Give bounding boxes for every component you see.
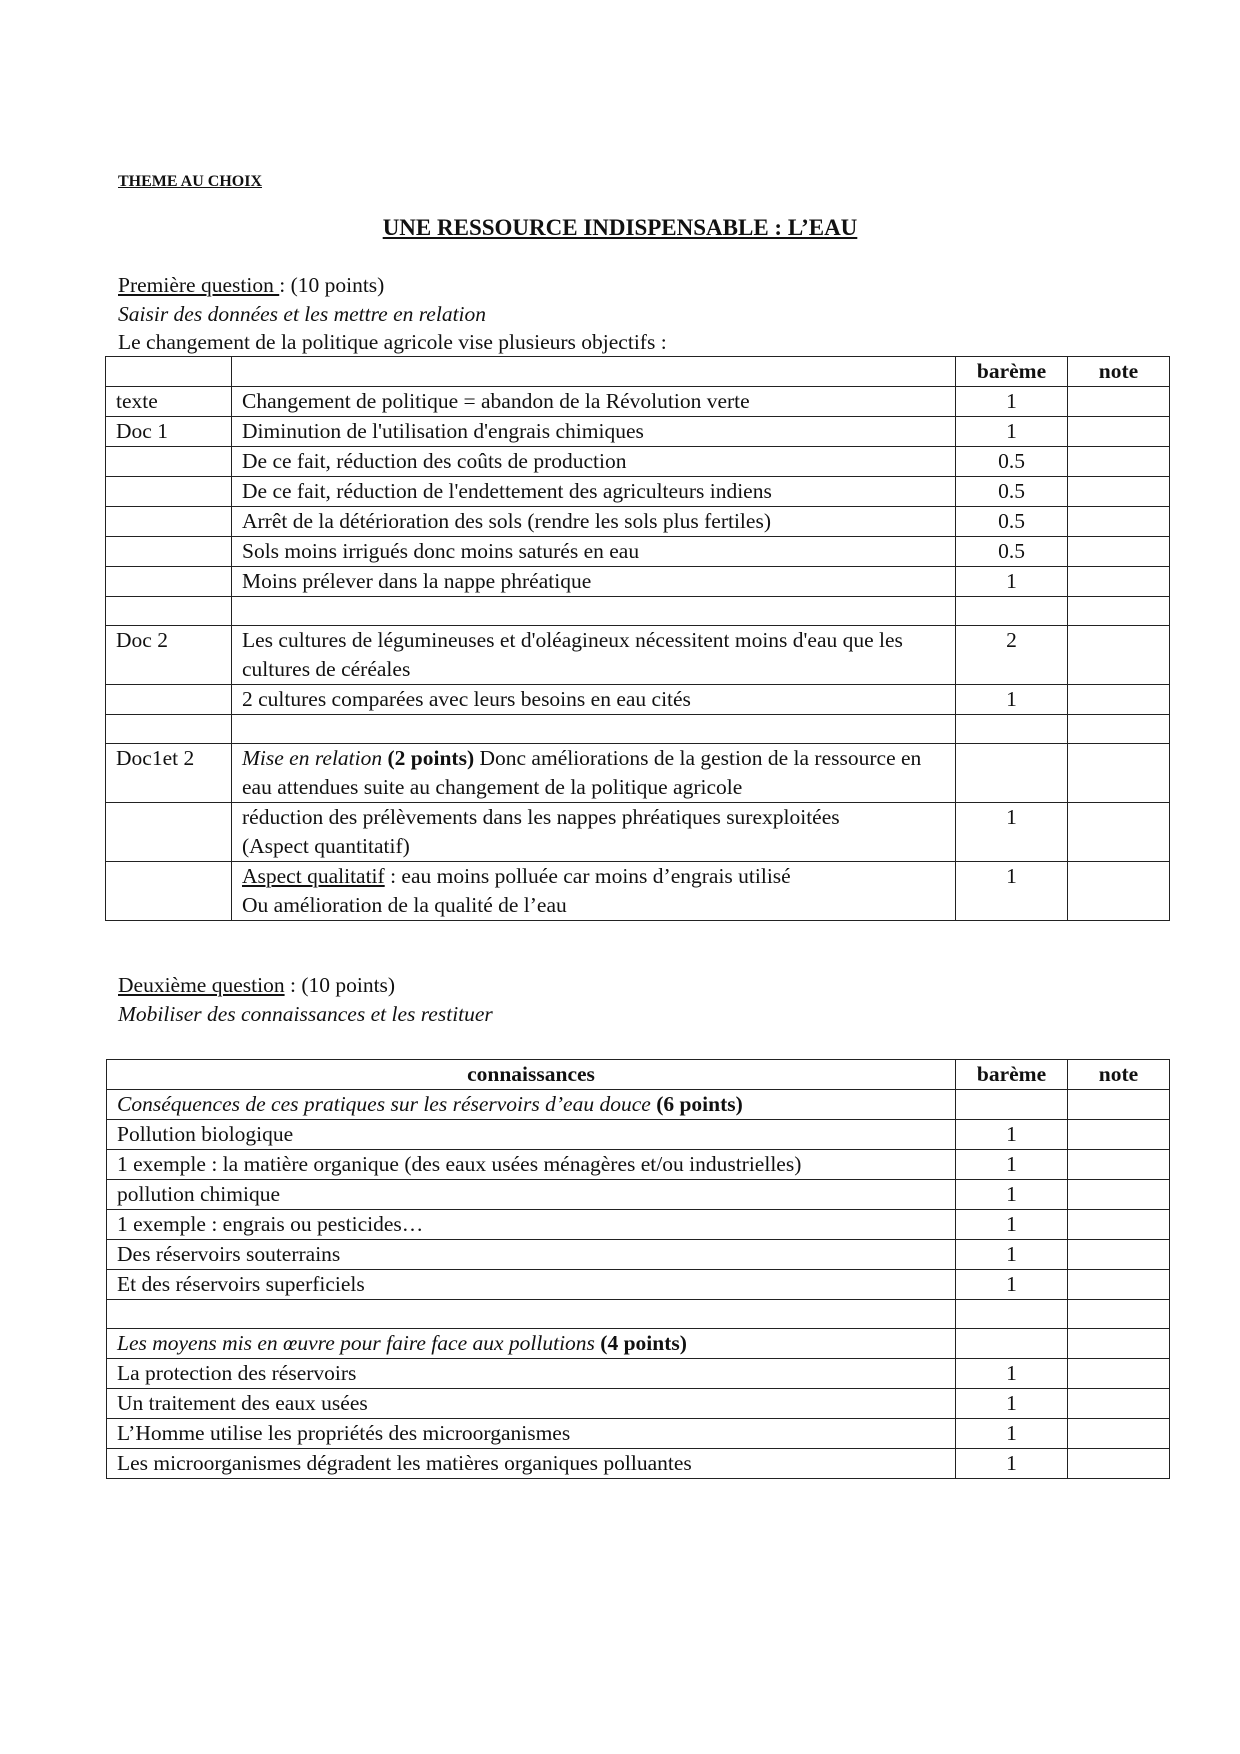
row-bareme: 1 bbox=[956, 1180, 1068, 1210]
table-row bbox=[106, 685, 1170, 715]
row-text: Les cultures de légumineuses et d'oléagineux nécessitent moins d'eau que les cultures de céréales bbox=[232, 626, 956, 685]
table-header-row bbox=[107, 1060, 1170, 1090]
table-row bbox=[107, 1180, 1170, 1210]
row-note bbox=[1068, 1120, 1170, 1150]
row-note bbox=[1068, 1359, 1170, 1389]
row-bareme: 1 bbox=[956, 862, 1068, 921]
row-note bbox=[1068, 862, 1170, 921]
row-bareme: 1 bbox=[956, 1359, 1068, 1389]
row-note bbox=[1068, 744, 1170, 803]
row-text-underlined: Aspect qualitatif bbox=[242, 864, 385, 888]
header-note: note bbox=[1068, 357, 1170, 387]
row-text: Changement de politique = abandon de la Révolution verte bbox=[232, 387, 956, 417]
table-row bbox=[107, 1150, 1170, 1180]
row-text: Pollution biologique bbox=[107, 1120, 956, 1150]
row-bareme: 1 bbox=[956, 685, 1068, 715]
row-text: Et des réservoirs superficiels bbox=[107, 1270, 956, 1300]
row-text: Arrêt de la détérioration des sols (rendre les sols plus fertiles) bbox=[232, 507, 956, 537]
table-row bbox=[106, 477, 1170, 507]
row-bareme: 1 bbox=[956, 1389, 1068, 1419]
row-bareme: 1 bbox=[956, 803, 1068, 862]
header-bareme: barème bbox=[956, 1060, 1068, 1090]
row-text-line: (Aspect quantitatif) bbox=[242, 834, 410, 858]
header-cell-empty bbox=[106, 357, 232, 387]
relation-points: (2 points) bbox=[387, 746, 475, 770]
row-text bbox=[232, 744, 956, 803]
row-note bbox=[1068, 1180, 1170, 1210]
table-row bbox=[107, 1419, 1170, 1449]
row-text-line: réduction des prélèvements dans les nappes phréatiques surexploitées bbox=[242, 805, 840, 829]
q2-grading-table bbox=[106, 1059, 1170, 1479]
table-row bbox=[106, 447, 1170, 477]
section-italic: Les moyens mis en œuvre pour faire face aux pollutions bbox=[117, 1331, 595, 1355]
header-note: note bbox=[1068, 1060, 1170, 1090]
empty-row bbox=[106, 597, 1170, 626]
row-bareme: 0.5 bbox=[956, 507, 1068, 537]
row-source bbox=[106, 685, 232, 715]
row-text: Moins prélever dans la nappe phréatique bbox=[232, 567, 956, 597]
section-row bbox=[107, 1090, 1170, 1120]
row-text: 1 exemple : engrais ou pesticides… bbox=[107, 1210, 956, 1240]
table-row bbox=[106, 417, 1170, 447]
row-note bbox=[1068, 1240, 1170, 1270]
row-note bbox=[1068, 477, 1170, 507]
q1-intro: Le changement de la politique agricole vise plusieurs objectifs : bbox=[118, 330, 667, 354]
table-row bbox=[107, 1270, 1170, 1300]
relation-italic: Mise en relation bbox=[242, 746, 383, 770]
row-source bbox=[106, 447, 232, 477]
section-row bbox=[107, 1329, 1170, 1359]
table-row bbox=[107, 1240, 1170, 1270]
row-source bbox=[106, 537, 232, 567]
row-bareme: 1 bbox=[956, 417, 1068, 447]
row-bareme: 0.5 bbox=[956, 447, 1068, 477]
row-note bbox=[1068, 567, 1170, 597]
row-bareme: 1 bbox=[956, 1270, 1068, 1300]
row-bareme: 1 bbox=[956, 1449, 1068, 1479]
table-row bbox=[107, 1389, 1170, 1419]
table-row bbox=[106, 537, 1170, 567]
section-points: (4 points) bbox=[600, 1331, 687, 1355]
section-title bbox=[107, 1090, 956, 1120]
table-row bbox=[107, 1359, 1170, 1389]
row-bareme: 0.5 bbox=[956, 477, 1068, 507]
row-note bbox=[1068, 447, 1170, 477]
row-note bbox=[1068, 417, 1170, 447]
row-source: texte bbox=[106, 387, 232, 417]
table-header-row bbox=[106, 357, 1170, 387]
theme-label: THEME AU CHOIX bbox=[118, 173, 263, 190]
row-source bbox=[106, 567, 232, 597]
table-row bbox=[107, 1120, 1170, 1150]
row-note bbox=[1068, 1150, 1170, 1180]
row-note bbox=[1068, 803, 1170, 862]
row-text bbox=[232, 862, 956, 921]
header-bareme: barème bbox=[956, 357, 1068, 387]
row-source bbox=[106, 507, 232, 537]
row-text: 2 cultures comparées avec leurs besoins en eau cités bbox=[232, 685, 956, 715]
row-text: Les microorganismes dégradent les matières organiques polluantes bbox=[107, 1449, 956, 1479]
row-note bbox=[1068, 626, 1170, 685]
q2-heading bbox=[118, 970, 395, 1000]
q2-subtitle: Mobiliser des connaissances et les restituer bbox=[118, 1002, 493, 1026]
table-row bbox=[106, 862, 1170, 921]
row-note bbox=[1068, 685, 1170, 715]
q2-heading-label: Deuxième question bbox=[118, 973, 285, 997]
row-bareme: 0.5 bbox=[956, 537, 1068, 567]
q1-subtitle: Saisir des données et les mettre en relation bbox=[118, 302, 487, 326]
row-source: Doc 2 bbox=[106, 626, 232, 685]
row-text: Diminution de l'utilisation d'engrais chimiques bbox=[232, 417, 956, 447]
q2-heading-points: : (10 points) bbox=[284, 973, 396, 997]
row-text: pollution chimique bbox=[107, 1180, 956, 1210]
row-bareme: 1 bbox=[956, 1210, 1068, 1240]
section-title bbox=[107, 1329, 956, 1359]
row-note bbox=[1068, 1449, 1170, 1479]
row-bareme: 1 bbox=[956, 1419, 1068, 1449]
row-note bbox=[1068, 1389, 1170, 1419]
table-row bbox=[106, 507, 1170, 537]
row-note bbox=[1068, 1270, 1170, 1300]
q1-heading-label: Première question bbox=[118, 273, 280, 297]
row-note bbox=[1068, 507, 1170, 537]
row-source bbox=[106, 477, 232, 507]
row-source: Doc1et 2 bbox=[106, 744, 232, 803]
row-text-line: Ou amélioration de la qualité de l’eau bbox=[242, 893, 567, 917]
row-bareme: 1 bbox=[956, 1240, 1068, 1270]
row-text: La protection des réservoirs bbox=[107, 1359, 956, 1389]
row-text: De ce fait, réduction de l'endettement des agriculteurs indiens bbox=[232, 477, 956, 507]
header-connaissances: connaissances bbox=[107, 1060, 956, 1090]
row-source bbox=[106, 803, 232, 862]
row-text: Un traitement des eaux usées bbox=[107, 1389, 956, 1419]
row-text: Des réservoirs souterrains bbox=[107, 1240, 956, 1270]
row-text: De ce fait, réduction des coûts de production bbox=[232, 447, 956, 477]
row-note bbox=[1068, 1419, 1170, 1449]
header-cell-empty bbox=[232, 357, 956, 387]
row-text: Sols moins irrigués donc moins saturés en eau bbox=[232, 537, 956, 567]
section-italic: Conséquences de ces pratiques sur les réservoirs d’eau douce bbox=[117, 1092, 651, 1116]
table-row bbox=[106, 626, 1170, 685]
q1-grading-table bbox=[105, 356, 1170, 921]
row-bareme: 2 bbox=[956, 626, 1068, 685]
row-note bbox=[1068, 387, 1170, 417]
table-row bbox=[106, 387, 1170, 417]
row-note bbox=[1068, 1210, 1170, 1240]
row-bareme: 1 bbox=[956, 387, 1068, 417]
section-points: (6 points) bbox=[656, 1092, 743, 1116]
q1-heading-points: : (10 points) bbox=[279, 273, 385, 297]
row-source: Doc 1 bbox=[106, 417, 232, 447]
table-row bbox=[106, 567, 1170, 597]
table-row bbox=[106, 803, 1170, 862]
row-text: L’Homme utilise les propriétés des microorganismes bbox=[107, 1419, 956, 1449]
q1-heading bbox=[118, 270, 384, 300]
row-bareme: 1 bbox=[956, 1120, 1068, 1150]
table-row-relation bbox=[106, 744, 1170, 803]
table-row bbox=[107, 1449, 1170, 1479]
row-text: 1 exemple : la matière organique (des eaux usées ménagères et/ou industrielles) bbox=[107, 1150, 956, 1180]
row-bareme bbox=[956, 744, 1068, 803]
empty-row bbox=[106, 715, 1170, 744]
page-title: UNE RESSOURCE INDISPENSABLE : L’EAU bbox=[382, 215, 858, 240]
table-row bbox=[107, 1210, 1170, 1240]
empty-row bbox=[107, 1300, 1170, 1329]
row-bareme: 1 bbox=[956, 1150, 1068, 1180]
row-source bbox=[106, 862, 232, 921]
row-note bbox=[1068, 537, 1170, 567]
row-text-line: : eau moins polluée car moins d’engrais utilisé bbox=[384, 864, 791, 888]
row-text bbox=[232, 803, 956, 862]
relation-text: Donc améliorations de la gestion de la ressource en eau attendues suite au changement de la politique agricole bbox=[242, 746, 922, 799]
row-bareme: 1 bbox=[956, 567, 1068, 597]
